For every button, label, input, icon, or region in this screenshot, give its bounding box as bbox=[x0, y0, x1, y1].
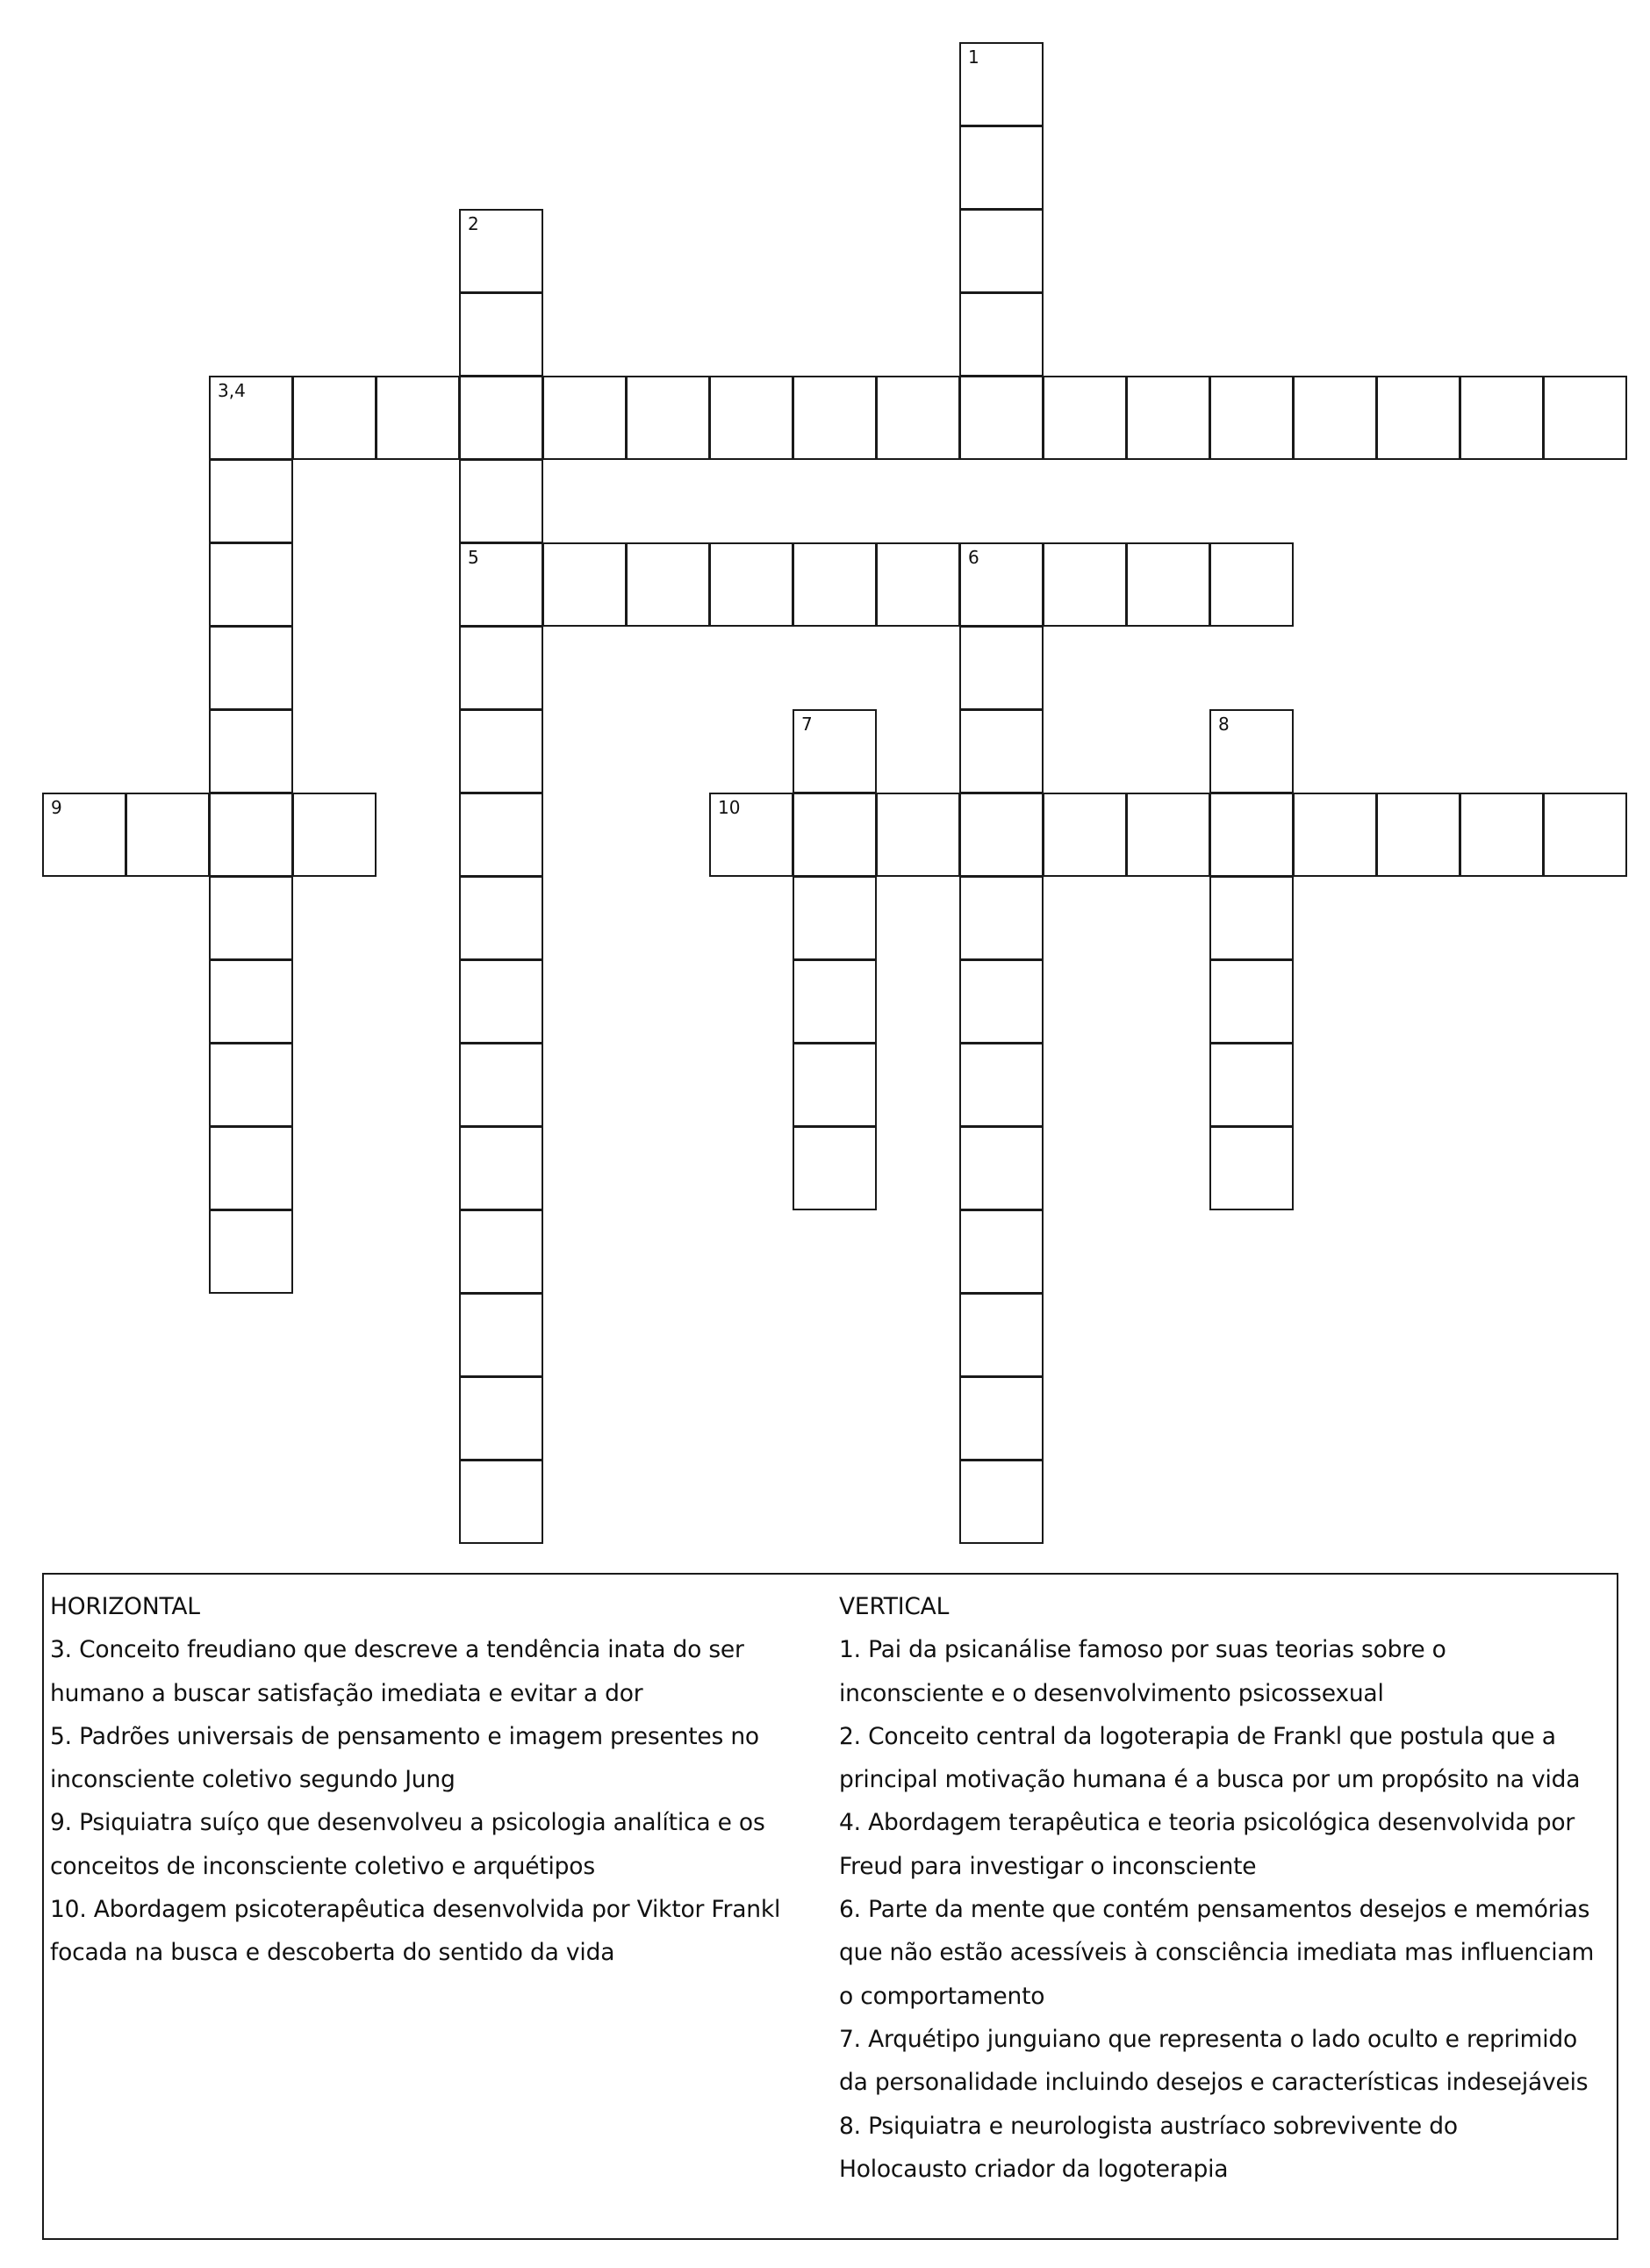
grid-cell[interactable] bbox=[542, 542, 627, 627]
clue-number: 10 bbox=[718, 797, 741, 818]
grid-cell[interactable] bbox=[1293, 376, 1377, 460]
grid-cell[interactable] bbox=[209, 793, 293, 877]
grid-cell[interactable] bbox=[959, 376, 1044, 460]
grid-cell[interactable] bbox=[959, 709, 1044, 793]
grid-cell[interactable] bbox=[459, 292, 543, 377]
grid-cell[interactable] bbox=[793, 376, 877, 460]
grid-cell[interactable] bbox=[793, 876, 877, 960]
grid-cell[interactable] bbox=[959, 1460, 1044, 1544]
grid-cell[interactable] bbox=[376, 376, 460, 460]
horizontal-clues bbox=[50, 1585, 831, 1975]
clue-line: da personalidade incluindo desejos e características indesejáveis bbox=[839, 2069, 1589, 2097]
grid-cell[interactable] bbox=[459, 709, 543, 793]
clues-box bbox=[42, 1573, 1618, 2240]
clue-line: 6. Parte da mente que contém pensamentos desejos e memórias bbox=[839, 1896, 1590, 1924]
clue-line: que não estão acessíveis à consciência imediata mas influenciam bbox=[839, 1939, 1595, 1967]
grid-cell[interactable] bbox=[793, 959, 877, 1044]
clue-line: 9. Psiquiatra suíço que desenvolveu a psicologia analítica e os bbox=[50, 1809, 765, 1837]
grid-cell[interactable] bbox=[209, 542, 293, 627]
vertical-clues bbox=[839, 1585, 1611, 2191]
grid-cell[interactable] bbox=[209, 376, 293, 460]
grid-cell[interactable] bbox=[1543, 376, 1627, 460]
grid-cell[interactable] bbox=[959, 542, 1044, 627]
grid-cell[interactable] bbox=[292, 793, 377, 877]
grid-cell[interactable] bbox=[209, 1043, 293, 1127]
clue-number: 7 bbox=[801, 714, 813, 735]
clue-line: 2. Conceito central da logoterapia de Frankl que postula que a bbox=[839, 1722, 1556, 1750]
grid-cell[interactable] bbox=[959, 1376, 1044, 1461]
grid-cell[interactable] bbox=[959, 1043, 1044, 1127]
grid-cell[interactable] bbox=[126, 793, 210, 877]
clue-line: inconsciente e o desenvolvimento psicossexual bbox=[839, 1679, 1384, 1707]
grid-cell[interactable] bbox=[459, 1126, 543, 1210]
grid-cell[interactable] bbox=[876, 793, 960, 877]
grid-cell[interactable] bbox=[959, 793, 1044, 877]
grid-cell[interactable] bbox=[459, 459, 543, 543]
grid-cell[interactable] bbox=[959, 876, 1044, 960]
grid-cell[interactable] bbox=[959, 126, 1044, 210]
grid-cell[interactable] bbox=[793, 1126, 877, 1210]
clue-line: inconsciente coletivo segundo Jung bbox=[50, 1766, 456, 1794]
grid-cell[interactable] bbox=[209, 959, 293, 1044]
grid-cell[interactable] bbox=[1376, 793, 1460, 877]
grid-cell[interactable] bbox=[209, 626, 293, 710]
grid-cell[interactable] bbox=[876, 376, 960, 460]
grid-cell[interactable] bbox=[1460, 793, 1544, 877]
grid-cell[interactable] bbox=[292, 376, 377, 460]
grid-cell[interactable] bbox=[1126, 793, 1210, 877]
grid-cell[interactable] bbox=[459, 1376, 543, 1461]
grid-cell[interactable] bbox=[709, 542, 793, 627]
grid-cell[interactable] bbox=[459, 376, 543, 460]
grid-cell[interactable] bbox=[959, 42, 1044, 126]
clue-line: humano a buscar satisfação imediata e evitar a dor bbox=[50, 1679, 643, 1707]
grid-cell[interactable] bbox=[459, 1460, 543, 1544]
grid-cell[interactable] bbox=[959, 292, 1044, 377]
grid-cell[interactable] bbox=[709, 793, 793, 877]
grid-cell[interactable] bbox=[1209, 709, 1294, 793]
vertical-heading: VERTICAL bbox=[839, 1593, 950, 1620]
grid-cell[interactable] bbox=[1126, 376, 1210, 460]
grid-cell[interactable] bbox=[209, 1209, 293, 1294]
grid-cell[interactable] bbox=[626, 376, 710, 460]
clue-line: 5. Padrões universais de pensamento e imagem presentes no bbox=[50, 1722, 759, 1750]
clue-line: focada na busca e descoberta do sentido da vida bbox=[50, 1939, 615, 1967]
clue-number: 1 bbox=[968, 47, 979, 68]
grid-cell[interactable] bbox=[42, 793, 126, 877]
clue-line: 8. Psiquiatra e neurologista austríaco sobrevivente do bbox=[839, 2112, 1458, 2140]
clue-line: Freud para investigar o inconsciente bbox=[839, 1852, 1257, 1880]
grid-cell[interactable] bbox=[459, 1043, 543, 1127]
horizontal-heading: HORIZONTAL bbox=[50, 1593, 200, 1620]
clue-line: o comportamento bbox=[839, 1982, 1045, 2010]
grid-cell[interactable] bbox=[1209, 542, 1294, 627]
clue-line: 4. Abordagem terapêutica e teoria psicológica desenvolvida por bbox=[839, 1809, 1575, 1837]
grid-cell[interactable] bbox=[209, 1126, 293, 1210]
clue-number: 8 bbox=[1218, 714, 1230, 735]
clue-line: principal motivação humana é a busca por um propósito na vida bbox=[839, 1766, 1581, 1794]
clue-number: 5 bbox=[468, 547, 479, 568]
grid-cell[interactable] bbox=[209, 709, 293, 793]
grid-cell[interactable] bbox=[459, 1293, 543, 1377]
grid-cell[interactable] bbox=[959, 1209, 1044, 1294]
grid-cell[interactable] bbox=[1043, 376, 1127, 460]
grid-cell[interactable] bbox=[709, 376, 793, 460]
grid-cell[interactable] bbox=[626, 542, 710, 627]
grid-cell[interactable] bbox=[1209, 793, 1294, 877]
grid-cell[interactable] bbox=[209, 459, 293, 543]
clue-line: conceitos de inconsciente coletivo e arquétipos bbox=[50, 1852, 595, 1880]
clue-number: 6 bbox=[968, 547, 979, 568]
clue-number: 9 bbox=[51, 797, 62, 818]
grid-cell[interactable] bbox=[1209, 959, 1294, 1044]
grid-cell[interactable] bbox=[793, 709, 877, 793]
grid-cell[interactable] bbox=[459, 793, 543, 877]
grid-cell[interactable] bbox=[793, 542, 877, 627]
clue-number: 2 bbox=[468, 213, 479, 234]
grid-cell[interactable] bbox=[459, 876, 543, 960]
grid-cell[interactable] bbox=[876, 542, 960, 627]
clue-line: Holocausto criador da logoterapia bbox=[839, 2155, 1229, 2183]
grid-cell[interactable] bbox=[1376, 376, 1460, 460]
grid-cell[interactable] bbox=[1043, 793, 1127, 877]
grid-cell[interactable] bbox=[209, 876, 293, 960]
grid-cell[interactable] bbox=[793, 1043, 877, 1127]
grid-cell[interactable] bbox=[959, 1293, 1044, 1377]
grid-cell[interactable] bbox=[459, 1209, 543, 1294]
grid-cell[interactable] bbox=[959, 1126, 1044, 1210]
clue-line: 3. Conceito freudiano que descreve a tendência inata do ser bbox=[50, 1636, 744, 1664]
grid-cell[interactable] bbox=[1209, 1043, 1294, 1127]
grid-cell[interactable] bbox=[1209, 1126, 1294, 1210]
grid-cell[interactable] bbox=[1209, 376, 1294, 460]
grid-cell[interactable] bbox=[959, 209, 1044, 293]
clue-line: 10. Abordagem psicoterapêutica desenvolvida por Viktor Frankl bbox=[50, 1896, 781, 1924]
grid-cell[interactable] bbox=[542, 376, 627, 460]
clue-line: 7. Arquétipo junguiano que representa o lado oculto e reprimido bbox=[839, 2025, 1578, 2053]
grid-cell[interactable] bbox=[459, 626, 543, 710]
clue-line: 1. Pai da psicanálise famoso por suas teorias sobre o bbox=[839, 1636, 1446, 1664]
grid-cell[interactable] bbox=[459, 959, 543, 1044]
clue-number: 3,4 bbox=[218, 380, 246, 401]
grid-cell[interactable] bbox=[1460, 376, 1544, 460]
grid-cell[interactable] bbox=[459, 209, 543, 293]
grid-cell[interactable] bbox=[1126, 542, 1210, 627]
grid-cell[interactable] bbox=[959, 626, 1044, 710]
grid-cell[interactable] bbox=[459, 542, 543, 627]
grid-cell[interactable] bbox=[793, 793, 877, 877]
grid-cell[interactable] bbox=[1543, 793, 1627, 877]
grid-cell[interactable] bbox=[1209, 876, 1294, 960]
grid-cell[interactable] bbox=[1293, 793, 1377, 877]
grid-cell[interactable] bbox=[1043, 542, 1127, 627]
grid-cell[interactable] bbox=[959, 959, 1044, 1044]
